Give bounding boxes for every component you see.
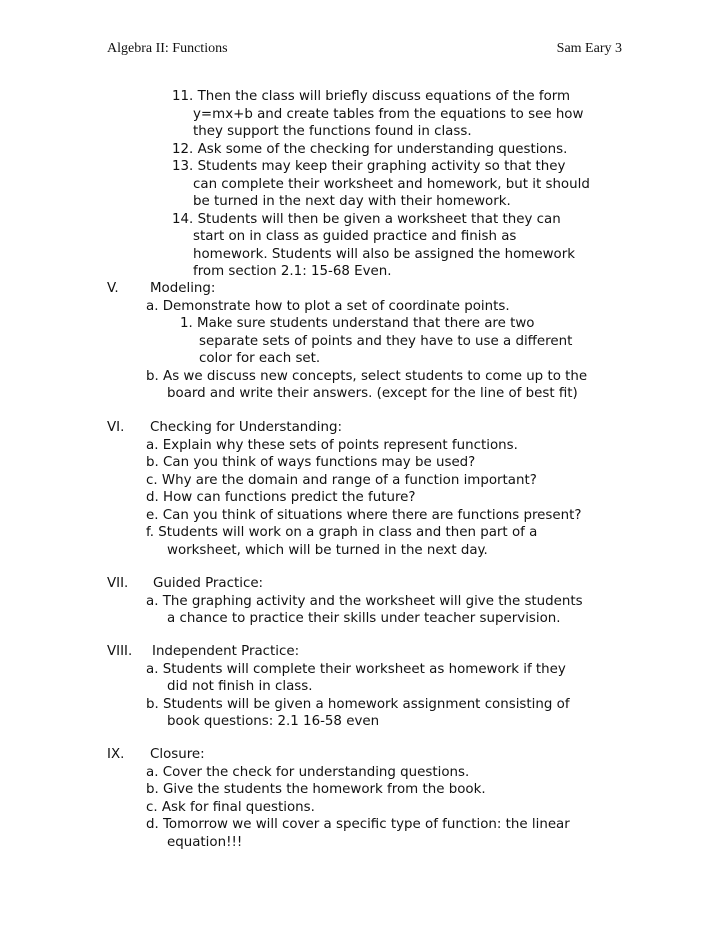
procedure-item-13-cont: can complete their worksheet and homework, but it should bbox=[193, 176, 590, 192]
modeling-item-b: b. As we discuss new concepts, select students to come up to the bbox=[146, 368, 588, 384]
section-heading-guided: Guided Practice: bbox=[153, 576, 264, 591]
procedure-item-14-cont: start on in class as guided practice and finish as bbox=[193, 229, 517, 244]
header-author-page: Sam Eary 3 bbox=[556, 41, 622, 56]
header-course-title: Algebra II: Functions bbox=[107, 41, 228, 56]
section-heading-checking: Checking for Understanding: bbox=[150, 420, 342, 435]
closure-item-d-cont: equation!!! bbox=[167, 834, 243, 850]
section-numeral: VI. bbox=[107, 420, 125, 435]
modeling-subitem-1: 1. Make sure students understand that there are two bbox=[180, 316, 535, 331]
section-heading-closure: Closure: bbox=[150, 747, 205, 762]
procedure-item-14-cont: homework. Students will also be assigned the homework bbox=[193, 246, 575, 262]
procedure-item-14: 14. Students will then be given a worksheet that they can bbox=[172, 211, 561, 227]
independent-item-b: b. Students will be given a homework assignment consisting of bbox=[146, 696, 570, 712]
section-heading-modeling: Modeling: bbox=[150, 281, 216, 296]
guided-item-a-cont: a chance to practice their skills under teacher supervision. bbox=[167, 611, 561, 626]
procedure-item-11-cont: they support the functions found in class. bbox=[193, 124, 472, 139]
procedure-item-14-cont: from section 2.1: 15-68 Even. bbox=[193, 264, 392, 279]
closure-item-b: b. Give the students the homework from the book. bbox=[146, 782, 486, 797]
procedure-item-11-cont: y=mx+b and create tables from the equations to see how bbox=[193, 106, 584, 122]
modeling-item-b-cont: board and write their answers. (except for the line of best fit) bbox=[167, 386, 578, 401]
procedure-item-13: 13. Students may keep their graphing activity so that they bbox=[172, 159, 566, 174]
modeling-subitem-1-cont: separate sets of points and they have to use a different bbox=[199, 333, 573, 349]
checking-item-c: c. Why are the domain and range of a function important? bbox=[146, 472, 537, 488]
checking-item-f: f. Students will work on a graph in class and then part of a bbox=[146, 525, 538, 540]
checking-item-a: a. Explain why these sets of points represent functions. bbox=[146, 437, 518, 453]
independent-item-b-cont: book questions: 2.1 16-58 even bbox=[167, 714, 380, 729]
procedure-item-12: 12. Ask some of the checking for understanding questions. bbox=[172, 141, 568, 157]
closure-item-a: a. Cover the check for understanding questions. bbox=[146, 764, 470, 780]
closure-item-d: d. Tomorrow we will cover a specific type of function: the linear bbox=[146, 817, 570, 832]
independent-item-a-cont: did not finish in class. bbox=[167, 679, 313, 694]
section-numeral: IX. bbox=[107, 747, 125, 762]
section-numeral: VII. bbox=[107, 576, 129, 591]
checking-item-e: e. Can you think of situations where there are functions present? bbox=[146, 507, 582, 523]
guided-item-a: a. The graphing activity and the worksheet will give the students bbox=[146, 593, 583, 609]
section-heading-independent: Independent Practice: bbox=[152, 644, 300, 659]
independent-item-a: a. Students will complete their worksheet as homework if they bbox=[146, 661, 566, 677]
closure-item-c: c. Ask for final questions. bbox=[146, 799, 315, 815]
checking-item-b: b. Can you think of ways functions may be used? bbox=[146, 455, 476, 470]
section-numeral: V. bbox=[107, 281, 119, 296]
modeling-item-a: a. Demonstrate how to plot a set of coordinate points. bbox=[146, 298, 510, 314]
procedure-item-11: 11. Then the class will briefly discuss equations of the form bbox=[172, 89, 571, 104]
checking-item-f-cont: worksheet, which will be turned in the next day. bbox=[167, 542, 488, 558]
checking-item-d: d. How can functions predict the future? bbox=[146, 490, 416, 505]
modeling-subitem-1-cont: color for each set. bbox=[199, 351, 321, 366]
section-numeral: VIII. bbox=[107, 644, 133, 659]
procedure-item-13-cont: be turned in the next day with their homework. bbox=[193, 194, 511, 209]
